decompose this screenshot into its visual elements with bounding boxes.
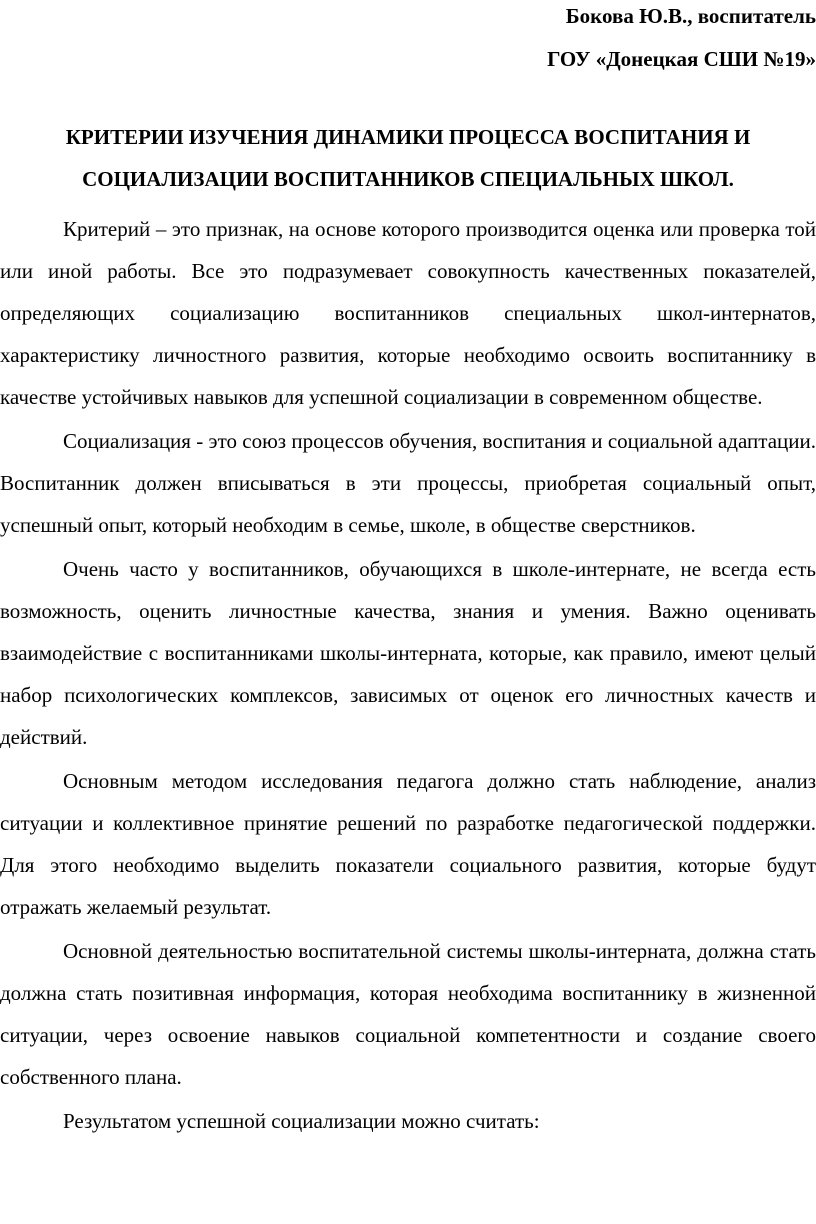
author-organization: ГОУ «Донецкая СШИ №19» xyxy=(547,47,816,71)
paragraph-criterion-definition: Критерий – это признак, на основе которого производится оценка или проверка той или иной работы. Все это подразумевает совокупность качественных показателей, определяющих социализацию воспитанников специальных школ-интернатов, характеристику личностного развития, которые необходимо освоить воспитаннику в качестве устойчивых навыков для успешной социализации в современном обществе. xyxy=(0,217,816,409)
document-body xyxy=(0,208,816,1144)
paragraph-pupil-assessment: Очень часто у воспитанников, обучающихся в школе-интернате, не всегда есть возможность, оценить личностные качества, знания и умения. Важно оценивать взаимодействие с воспитанниками школы-интерната, которые, как правило, имеют целый набор психологических комплексов, зависимых от оценок его личностных качеств и действий. xyxy=(0,557,816,749)
document-title xyxy=(0,116,816,200)
paragraph-main-activity: Основной деятельностью воспитательной системы школы-интерната, должна стать должна стать позитивная информация, которая необходима воспитаннику в жизненной ситуации, через освоение навыков социальной компетентности и создание своего собственного плана. xyxy=(0,939,816,1089)
paragraph-research-method: Основным методом исследования педагога должно стать наблюдение, анализ ситуации и коллективное принятие решений по разработке педагогической поддержки. Для этого необходимо выделить показатели социального развития, которые будут отражать желаемый результат. xyxy=(0,769,816,919)
title-line-2: СОЦИАЛИЗАЦИИ ВОСПИТАННИКОВ СПЕЦИАЛЬНЫХ ШКОЛ. xyxy=(82,167,734,191)
author-name: Бокова Ю.В., воспитатель xyxy=(565,4,816,28)
title-line-1: КРИТЕРИИ ИЗУЧЕНИЯ ДИНАМИКИ ПРОЦЕССА ВОСПИТАНИЯ И xyxy=(65,125,751,149)
paragraph-result-intro: Результатом успешной социализации можно считать: xyxy=(63,1109,540,1133)
paragraph-socialization-definition: Социализация - это союз процессов обучения, воспитания и социальной адаптации. Воспитанник должен вписываться в эти процессы, приобретая социальный опыт, успешный опыт, который необходим в семье, школе, в обществе сверстников. xyxy=(0,429,816,537)
